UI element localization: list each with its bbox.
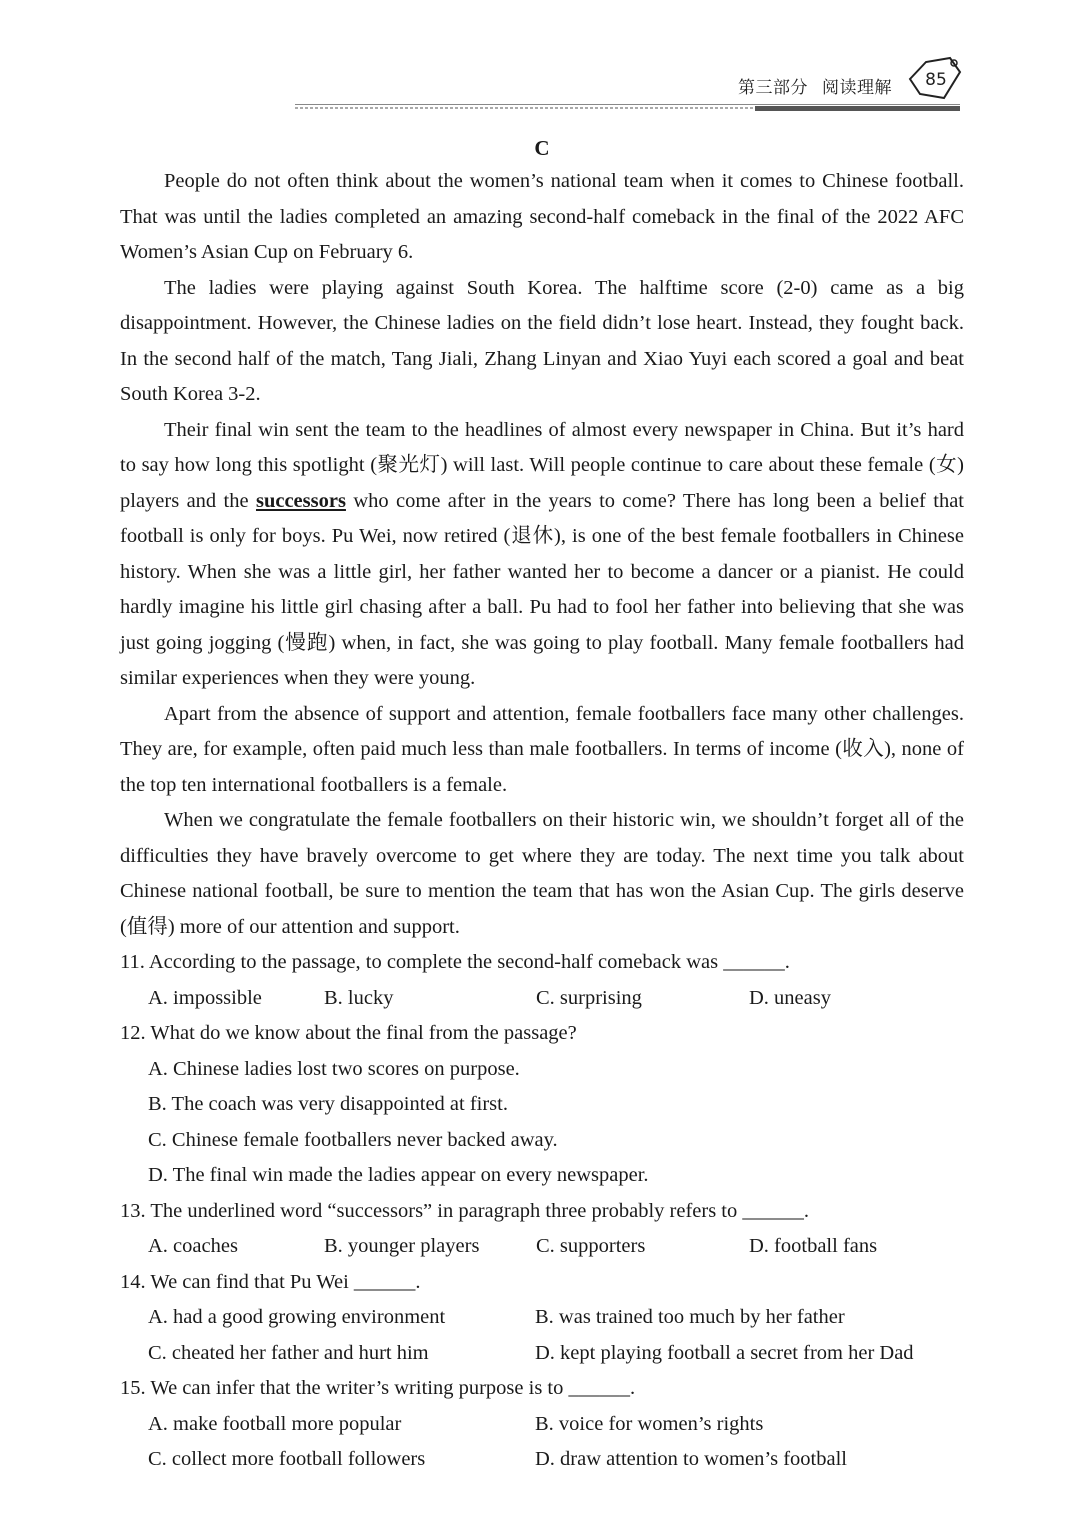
header-part: 第三部分 (738, 78, 808, 98)
option: B. younger players (324, 1235, 480, 1257)
header-section-label (738, 73, 906, 98)
option: A. coaches (148, 1235, 238, 1257)
option: C. collect more football followers (148, 1448, 426, 1470)
question-14: 14. We can find that Pu Wei ______. (120, 1270, 421, 1293)
page-number-badge (906, 54, 964, 104)
question-15: 15. We can infer that the writer’s writing purpose is to ______. (120, 1377, 636, 1399)
paragraph-3-part-2: who come after in the years to come? There has long been a belief that football is only for boys. Pu Wei, now retired (退休), is one of the best female footballers in Chinese history. When she was a little girl, her father wanted her to become a dancer or a pianist. He could hardly imagine his little girl chasing after a ball. Pu had to fool her father into believing that she was just going jogging (慢跑) when, in fact, she was going to play football. Many female footballers had similar experiences when they were young. (120, 489, 964, 689)
option: B. was trained too much by her father (535, 1306, 845, 1328)
option: C. surprising (536, 986, 642, 1009)
option: C. supporters (536, 1235, 646, 1257)
question-13-options (120, 1229, 964, 1265)
paragraph-3 (120, 413, 964, 697)
question-13: 13. The underlined word “successors” in paragraph three probably refers to ______. (120, 1199, 809, 1222)
option: A. make football more popular (148, 1412, 402, 1435)
option: D. football fans (749, 1235, 878, 1257)
option: D. uneasy (749, 986, 831, 1009)
question-15-options-row-1 (120, 1407, 964, 1443)
page-number: 85 (925, 70, 947, 90)
option: D. draw attention to women’s football (535, 1448, 847, 1470)
question-15-options-row-2 (120, 1442, 964, 1478)
paragraph-1: People do not often think about the women’s national team when it comes to Chinese football. That was until the ladies completed an amazing second-half comeback in the final of the 2022 AFC Women’s Asian Cup on February 6. (120, 170, 964, 263)
question-14-options-row-2 (120, 1336, 964, 1372)
option: A. Chinese ladies lost two scores on purpose. (148, 1057, 520, 1080)
option: A. had a good growing environment (148, 1306, 446, 1328)
question-11: 11. According to the passage, to complete the second-half comeback was ______. (120, 951, 790, 973)
reading-content (120, 132, 964, 1478)
option: A. impossible (148, 986, 262, 1009)
underlined-word: successors (255, 489, 346, 512)
header-section: 阅读理解 (822, 78, 892, 98)
option: B. voice for women’s rights (535, 1412, 764, 1435)
paragraph-4: Apart from the absence of support and attention, female footballers face many other challenges. They are, for example, often paid much less than male footballers. In terms of income (收入), none of the top ten international footballers is a female. (120, 702, 964, 796)
passage-title: C (534, 136, 550, 160)
question-12: 12. What do we know about the final from the passage? (120, 1022, 577, 1044)
paragraph-2: The ladies were playing against South Korea. The halftime score (2-0) came as a big disappointment. However, the Chinese ladies on the field didn’t lose heart. Instead, they fought back. In the second half of the match, Tang Jiali, Zhang Linyan and Xiao Yuyi each scored a goal and beat South Korea 3-2. (120, 276, 964, 405)
option: B. lucky (324, 986, 394, 1009)
option: D. kept playing football a secret from her Dad (535, 1341, 914, 1364)
option: D. The final win made the ladies appear on every newspaper. (148, 1164, 649, 1186)
page-header (0, 0, 1080, 120)
option: B. The coach was very disappointed at first. (148, 1093, 508, 1115)
question-11-options (120, 981, 964, 1017)
paragraph-5: When we congratulate the female footballers on their historic win, we shouldn’t forget all of the difficulties they have bravely overcome to get where they are today. The next time you talk about Chinese national football, be sure to mention the team that has won the Asian Cup. The girls deserve (值得) more of our attention and support. (120, 809, 964, 938)
question-14-options-row-1 (120, 1300, 964, 1336)
option: C. cheated her father and hurt him (148, 1341, 429, 1364)
option: C. Chinese female footballers never backed away. (148, 1128, 558, 1151)
header-rule (295, 104, 960, 110)
paragraph-3-part-1: Their final win sent the team to the headlines of almost every newspaper in China. But it’s hard to say how long this spotlight (聚光灯) will last. Will people continue to care about these female (女) players and the (120, 418, 964, 512)
